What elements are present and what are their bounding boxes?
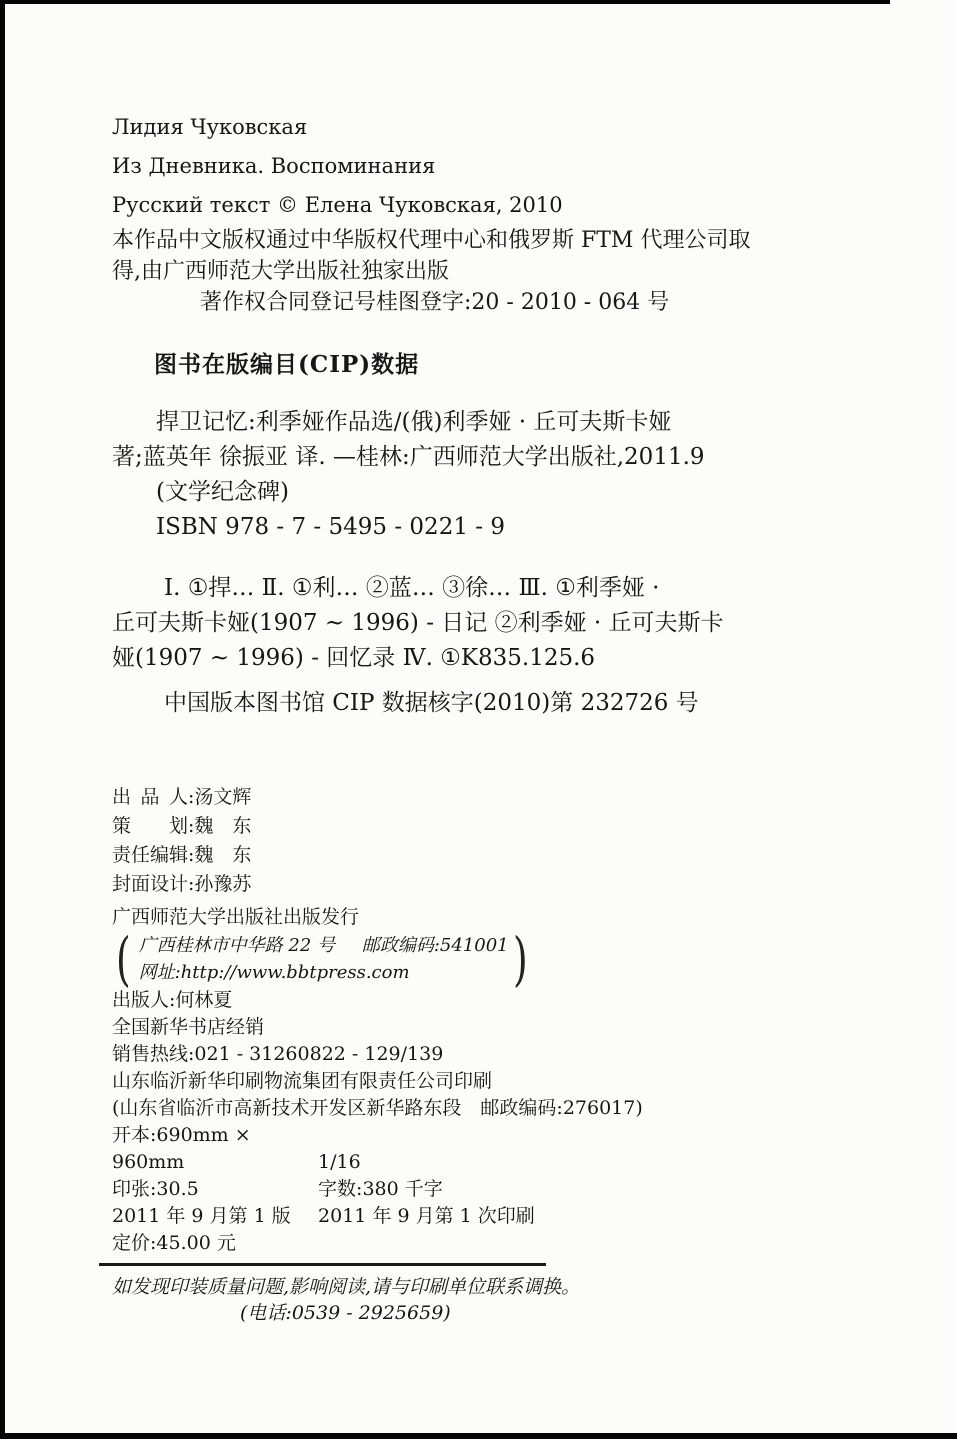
sheet-count: 印张:30.5 [112,1178,199,1200]
classification-line3: 娅(1907 ~ 1996) - 回忆录 Ⅳ. ①K835.125.6 [112,645,596,671]
classification-line2: 丘可夫斯卡娅(1907 ~ 1996) - 日记 ②利季娅 · 丘可夫斯卡 [112,610,724,636]
publisher-postcode: 邮政编码:541001 [361,935,509,956]
edition: 2011 年 9 月第 1 版 [112,1205,291,1227]
impression: 2011 年 9 月第 1 次印刷 [318,1205,535,1227]
author-name-russian: Лидия Чуковская [112,115,308,139]
word-count: 字数:380 千字 [318,1178,443,1200]
credit-producer: 出 品 人:汤文辉 [112,786,252,808]
copyright-line-russian: Русский текст © Елена Чуковская, 2010 [112,193,563,217]
sheets-words-line [112,1176,872,1203]
scan-edge-left [0,0,5,1439]
classification-line1: Ⅰ. ①捍… Ⅱ. ①利… ②蓝… ③徐… Ⅲ. ①利季娅 · [164,575,660,601]
page-content [112,108,872,1326]
sales-hotline: 销售热线:021 - 31260822 - 129/139 [112,1043,444,1065]
format-fraction: 1/16 [318,1151,361,1173]
cip-entry-line2: 著;蓝英年 徐振亚 译. —桂林:广西师范大学出版社,2011.9 [112,444,705,470]
quality-notice: 如发现印装质量问题,影响阅读,请与印刷单位联系调换。 [112,1276,581,1298]
publisher-address-content [135,932,509,986]
publisher-person: 出版人:何林夏 [112,989,233,1011]
price-line: 定价:45.00 元 [112,1232,236,1254]
printer-address: (山东省临沂市高新技术开发区新华路东段 邮政编码:276017) [112,1097,643,1119]
format-line [112,1122,872,1176]
isbn: ISBN 978 - 7 - 5495 - 0221 - 9 [156,514,505,540]
cip-record-number: 中国版本图书馆 CIP 数据核字(2010)第 232726 号 [164,690,699,716]
distribution-line: 全国新华书店经销 [112,1016,265,1038]
edition-line [112,1203,872,1230]
cip-heading: 图书在版编目(CIP)数据 [154,351,420,378]
credit-cover-design: 封面设计:孙豫苏 [112,873,252,895]
staff-credits [112,783,872,899]
credit-planner: 策 划:魏 东 [112,815,252,837]
format-spec: 开本:690mm × 960mm [112,1124,251,1173]
publisher-street-address: 广西桂林市中华路 22 号 [138,935,335,956]
work-title-russian: Из Дневника. Воспоминания [112,154,436,178]
series-note: (文学纪念碑) [156,479,289,505]
contact-phone: (电话:0539 - 2925659) [240,1302,451,1324]
publisher-website: 网址:http://www.bbtpress.com [138,962,410,983]
registration-number: 著作权合同登记号桂图登字:20 - 2010 - 064 号 [200,290,670,315]
rights-statement-line2: 得,由广西师范大学出版社独家出版 [112,259,449,284]
publisher-address-block [112,925,872,993]
big-parenthesis-right: ) [512,925,528,993]
publisher-line: 广西师范大学出版社出版发行 [112,906,360,928]
credit-editor: 责任编辑:魏 东 [112,844,252,866]
cip-entry-line1: 捍卫记忆:利季娅作品选/(俄)利季娅 · 丘可夫斯卡娅 [156,409,672,435]
cip-entry [112,405,872,545]
quality-notice-block [112,1274,872,1326]
rights-statement-line1: 本作品中文版权通过中华版权代理中心和俄罗斯 FTM 代理公司取 [112,228,751,253]
divider-rule [99,1263,546,1266]
scan-edge-bottom [0,1433,957,1439]
scan-edge-top [0,0,890,4]
printer-line: 山东临沂新华印刷物流集团有限责任公司印刷 [112,1070,493,1092]
big-parenthesis-left: ( [115,925,131,993]
publishing-details [112,904,872,1257]
cip-classification [112,571,872,676]
